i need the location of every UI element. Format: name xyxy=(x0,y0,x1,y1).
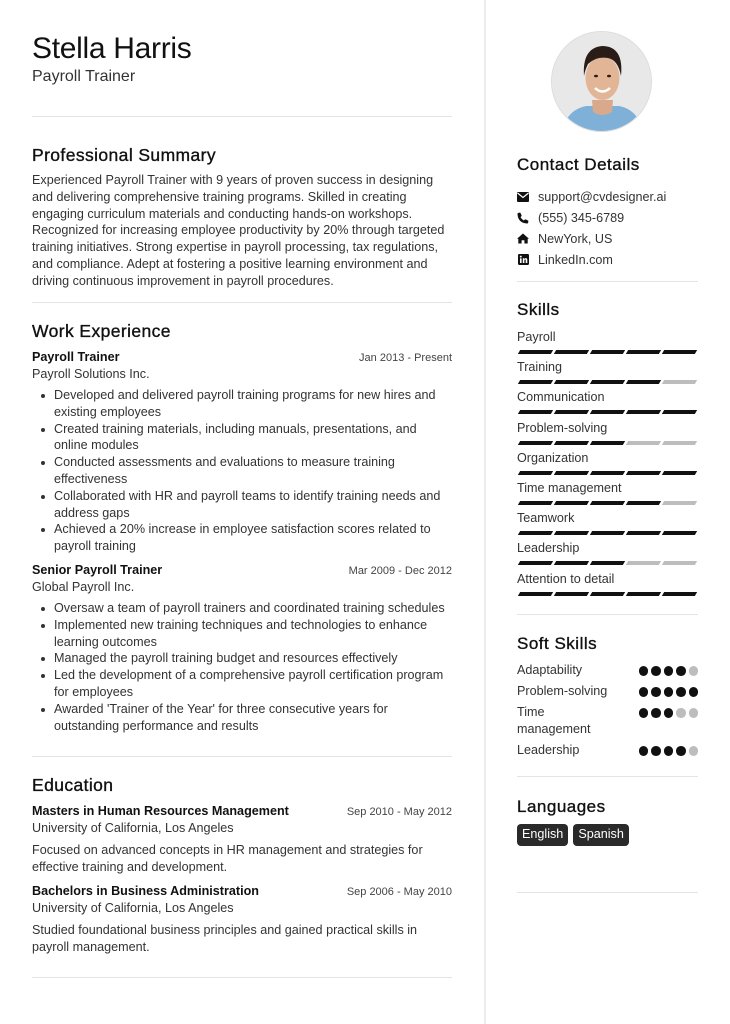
soft-skill-rating xyxy=(639,742,699,756)
languages-list xyxy=(517,824,629,846)
skill-label: Time management xyxy=(517,480,622,495)
level-segment-empty xyxy=(662,561,697,565)
rating-dot-filled xyxy=(676,687,686,697)
job-bullet: Led the development of a comprehensive payroll certification program for employees xyxy=(32,667,452,701)
soft-skills-divider xyxy=(517,776,698,777)
level-segment-filled xyxy=(662,410,697,414)
level-segment-filled xyxy=(626,501,661,505)
skill-label: Teamwork xyxy=(517,511,575,526)
job-bullet: Managed the payroll training budget and resources effectively xyxy=(32,650,452,667)
education-divider xyxy=(32,977,452,978)
job-entry xyxy=(32,562,452,734)
header-divider xyxy=(32,116,452,117)
soft-skill-label: Adaptability xyxy=(517,663,583,677)
skills-title: Skills xyxy=(517,300,560,319)
level-segment-filled xyxy=(590,531,625,535)
soft-skill-item xyxy=(517,662,698,679)
level-segment-filled xyxy=(626,350,661,354)
skills-list xyxy=(517,329,698,601)
soft-skills-title: Soft Skills xyxy=(517,634,598,653)
candidate-role: Payroll Trainer xyxy=(32,68,136,85)
level-segment-filled xyxy=(554,380,589,384)
level-segment-filled xyxy=(590,410,625,414)
contact-email-text: support@cvdesigner.ai xyxy=(538,189,667,204)
skill-item xyxy=(517,359,698,389)
skill-level-bar xyxy=(517,410,698,414)
soft-skill-rating xyxy=(639,683,699,697)
rating-dot-filled xyxy=(639,708,649,718)
rating-dot-filled xyxy=(651,687,661,697)
skill-level-bar xyxy=(517,380,698,384)
skill-label: Communication xyxy=(517,390,605,405)
skill-label: Organization xyxy=(517,450,589,465)
level-segment-filled xyxy=(518,410,553,414)
level-segment-filled xyxy=(518,561,553,565)
level-segment-filled xyxy=(518,531,553,535)
skill-level-bar xyxy=(517,441,698,445)
job-bullets xyxy=(32,387,452,555)
contact-linkedin[interactable] xyxy=(517,249,698,270)
level-segment-filled xyxy=(590,471,625,475)
level-segment-filled xyxy=(590,441,625,445)
level-segment-filled xyxy=(590,380,625,384)
rating-dot-empty xyxy=(689,666,699,676)
level-segment-filled xyxy=(554,350,589,354)
job-entry xyxy=(32,349,452,555)
skill-item xyxy=(517,540,698,570)
job-bullet: Achieved a 20% increase in employee satisfaction scores related to payroll training xyxy=(32,521,452,555)
job-bullets xyxy=(32,600,452,734)
summary-text: Experienced Payroll Trainer with 9 years of proven success in designing and delivering comprehensive training programs. Skilled in creating engaging curriculum materials and conducting hands-on workshops. Recognized for increasing employee productivity by 20% through targeted training initiatives. Strong expertise in payroll processing, tax regulations, and compliance. Adept at fostering a positive learning environment and driving continuous improvement in payroll procedures. xyxy=(32,173,445,288)
level-segment-filled xyxy=(626,410,661,414)
level-segment-filled xyxy=(626,592,661,596)
rating-dot-filled xyxy=(676,666,686,676)
contact-location-text: NewYork, US xyxy=(538,231,613,246)
skill-label: Attention to detail xyxy=(517,571,615,586)
skill-item xyxy=(517,571,698,601)
level-segment-filled xyxy=(590,350,625,354)
rating-dot-filled xyxy=(639,666,649,676)
rating-dot-filled xyxy=(676,746,686,756)
level-segment-filled xyxy=(662,531,697,535)
rating-dot-filled xyxy=(664,708,674,718)
home-icon xyxy=(517,233,529,245)
job-title: Senior Payroll Trainer xyxy=(32,563,163,577)
avatar-icon xyxy=(552,32,652,132)
education-entry xyxy=(32,883,452,956)
level-segment-empty xyxy=(626,441,661,445)
level-segment-filled xyxy=(518,471,553,475)
contact-linkedin-text: LinkedIn.com xyxy=(538,252,613,267)
contact-phone-text: (555) 345-6789 xyxy=(538,210,625,225)
education-date: Sep 2010 - May 2012 xyxy=(346,806,452,818)
soft-skill-rating xyxy=(639,704,699,718)
summary-title: Professional Summary xyxy=(32,145,217,165)
skill-level-bar xyxy=(517,531,698,535)
education-date: Sep 2006 - May 2010 xyxy=(346,886,452,898)
job-date: Mar 2009 - Dec 2012 xyxy=(348,565,452,577)
rating-dot-filled xyxy=(651,708,661,718)
level-segment-filled xyxy=(518,592,553,596)
column-divider xyxy=(484,0,486,1024)
level-segment-filled xyxy=(554,471,589,475)
level-segment-filled xyxy=(554,531,589,535)
soft-skill-item xyxy=(517,704,698,738)
skill-item xyxy=(517,329,698,359)
skill-label: Training xyxy=(517,360,563,375)
rating-dot-filled xyxy=(664,666,674,676)
job-bullet: Conducted assessments and evaluations to measure training effectiveness xyxy=(32,454,452,488)
skill-item xyxy=(517,480,698,510)
level-segment-filled xyxy=(626,531,661,535)
level-segment-empty xyxy=(662,380,697,384)
rating-dot-filled xyxy=(689,687,699,697)
rating-dot-empty xyxy=(689,708,699,718)
skill-item xyxy=(517,420,698,450)
level-segment-filled xyxy=(554,501,589,505)
level-segment-filled xyxy=(626,380,661,384)
level-segment-filled xyxy=(554,592,589,596)
rating-dot-filled xyxy=(664,687,674,697)
level-segment-filled xyxy=(590,561,625,565)
degree: Bachelors in Business Administration xyxy=(32,884,259,898)
rating-dot-filled xyxy=(639,746,649,756)
profile-photo xyxy=(551,31,652,132)
education-description: Studied foundational business principles and gained practical skills in payroll management. xyxy=(32,923,418,954)
level-segment-filled xyxy=(590,592,625,596)
job-company: Payroll Solutions Inc. xyxy=(32,367,150,381)
level-segment-filled xyxy=(518,380,553,384)
job-bullet: Implemented new training techniques and technologies to enhance learning outcomes xyxy=(32,617,452,651)
level-segment-filled xyxy=(518,350,553,354)
rating-dot-filled xyxy=(651,746,661,756)
experience-divider xyxy=(32,756,452,757)
contact-title: Contact Details xyxy=(517,155,640,174)
contact-location xyxy=(517,228,698,249)
level-segment-filled xyxy=(590,501,625,505)
soft-skill-item xyxy=(517,683,698,700)
level-segment-filled xyxy=(554,410,589,414)
skill-level-bar xyxy=(517,501,698,505)
candidate-name: Stella Harris xyxy=(32,32,192,65)
skill-level-bar xyxy=(517,471,698,475)
rating-dot-filled xyxy=(651,666,661,676)
education-entry xyxy=(32,803,452,876)
rating-dot-filled xyxy=(639,687,649,697)
level-segment-filled xyxy=(554,441,589,445)
contact-phone[interactable] xyxy=(517,207,698,228)
soft-skills-list xyxy=(517,662,698,763)
soft-skill-rating xyxy=(639,662,699,676)
job-bullet: Oversaw a team of payroll trainers and coordinated training schedules xyxy=(32,600,452,617)
level-segment-empty xyxy=(662,441,697,445)
language-tag: Spanish xyxy=(573,824,629,846)
skill-label: Problem-solving xyxy=(517,420,608,435)
skill-level-bar xyxy=(517,350,698,354)
skill-item xyxy=(517,510,698,540)
soft-skill-label: Leadership xyxy=(517,743,580,757)
skill-item xyxy=(517,450,698,480)
job-bullet: Awarded 'Trainer of the Year' for three consecutive years for outstanding performance and results xyxy=(32,701,452,735)
rating-dot-empty xyxy=(689,746,699,756)
skill-item xyxy=(517,389,698,419)
phone-icon xyxy=(517,212,529,224)
languages-title: Languages xyxy=(517,797,606,816)
skill-level-bar xyxy=(517,592,698,596)
job-company: Global Payroll Inc. xyxy=(32,580,135,594)
school: University of California, Los Angeles xyxy=(32,821,234,835)
skill-level-bar xyxy=(517,561,698,565)
rating-dot-empty xyxy=(676,708,686,718)
contact-list xyxy=(517,186,698,270)
job-date: Jan 2013 - Present xyxy=(359,352,452,364)
soft-skill-label: Problem-solving xyxy=(517,684,608,698)
degree: Masters in Human Resources Management xyxy=(32,804,289,818)
contact-email[interactable] xyxy=(517,186,698,207)
rating-dot-filled xyxy=(664,746,674,756)
level-segment-filled xyxy=(554,561,589,565)
contact-divider xyxy=(517,281,698,282)
soft-skill-item xyxy=(517,742,698,759)
level-segment-filled xyxy=(662,350,697,354)
level-segment-empty xyxy=(662,501,697,505)
education-title: Education xyxy=(32,775,114,795)
level-segment-filled xyxy=(518,441,553,445)
level-segment-filled xyxy=(626,471,661,475)
soft-skill-label: Time management xyxy=(517,705,591,736)
level-segment-filled xyxy=(518,501,553,505)
job-bullet: Collaborated with HR and payroll teams to identify training needs and address gaps xyxy=(32,488,452,522)
job-bullet: Developed and delivered payroll training programs for new hires and existing employees xyxy=(32,387,452,421)
linkedin-icon xyxy=(517,254,529,266)
language-tag: English xyxy=(517,824,568,846)
envelope-icon xyxy=(517,191,529,203)
summary-divider xyxy=(32,302,452,303)
skills-divider xyxy=(517,614,698,615)
job-title: Payroll Trainer xyxy=(32,350,120,364)
level-segment-filled xyxy=(662,471,697,475)
skill-label: Leadership xyxy=(517,541,580,556)
level-segment-empty xyxy=(626,561,661,565)
job-bullet: Created training materials, including manuals, presentations, and online modules xyxy=(32,421,452,455)
skill-label: Payroll xyxy=(517,330,556,344)
experience-title: Work Experience xyxy=(32,321,171,341)
languages-divider xyxy=(517,892,698,893)
education-description: Focused on advanced concepts in HR management and strategies for effective training and development. xyxy=(32,843,423,874)
level-segment-filled xyxy=(662,592,697,596)
school: University of California, Los Angeles xyxy=(32,901,234,915)
